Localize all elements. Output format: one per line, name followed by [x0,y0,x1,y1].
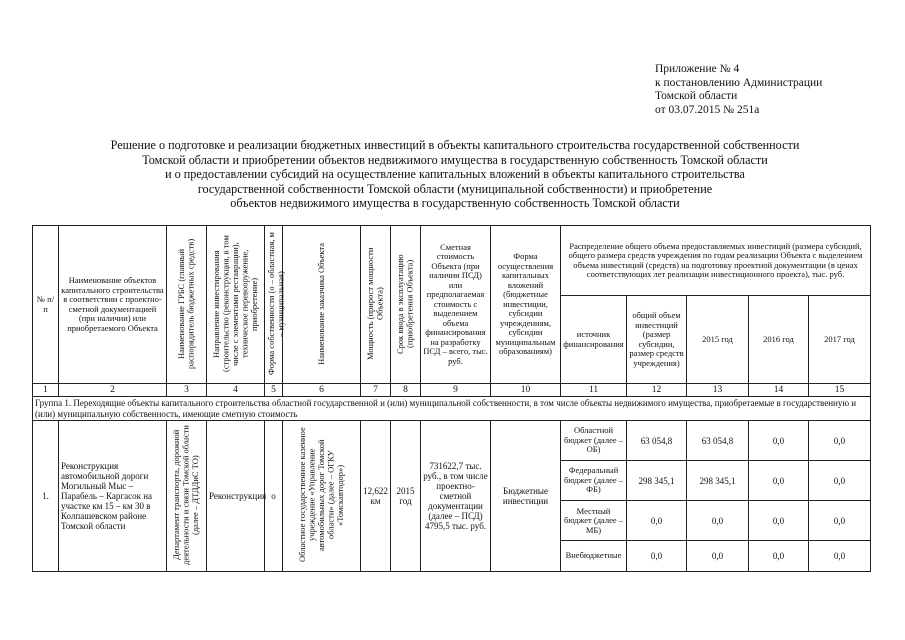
group-title: Группа 1. Переходящие объекты капитального строительства областной государственной и (или) муниципальной собственности, в том числе объекты недвижимого имущества, приобретаемые в государственную и (или) муниципальную собственность, имеющие сметную стоимость [33,397,871,421]
column-number: 5 [265,384,283,397]
header-text-customer: Наименование заказчика Объекта [315,242,326,365]
header-cell-2015: 2015 год [687,296,749,384]
document-title [40,138,870,211]
header-cell-grbs [167,226,207,384]
title-line: и о предоставлении субсидий на осуществление капитальных вложений в объекты капитального строительства [165,167,745,182]
group-row [33,397,871,421]
grbs-cell [167,421,207,572]
header-cell-total: общий объем инвестиций (размер субсидии, размер средств учреждения) [627,296,687,384]
header-cell-deadline [391,226,421,384]
appendix-block [655,63,895,117]
source-name: Федеральный бюджет (далее – ФБ) [561,461,627,501]
appendix-line: Томской области [655,90,738,102]
source-2017: 0,0 [809,421,871,461]
source-2015: 0,0 [687,541,749,572]
title-line: государственной собственности Томской области (муниципальной собственности) и приобретение [197,181,713,196]
appendix-line: к постановлению Администрации [655,76,823,89]
row-number: 1. [33,421,59,572]
object-name: Реконструкция автомобильной дороги Могильный Мыс – Парабель – Каргасок на участке км 15 – км 30 в Колпашевском районе Томской области [59,421,167,572]
source-2015: 298 345,1 [687,461,749,501]
header-text-deadline: Срок ввода в эксплуатацию (приобретения Объекта) [395,253,415,354]
header-cell-direction [207,226,265,384]
source-2016: 0,0 [749,461,809,501]
direction-cell: Реконструкция [207,421,265,572]
column-number: 8 [391,384,421,397]
capacity-cell: 12,622 км [361,421,391,572]
appendix-line: Приложение № 4 [655,63,740,75]
grbs-text: Департамент транспорта, дорожной деятельности и связи Томской области (далее – ДТДДиС ТО) [171,425,201,565]
source-2017: 0,0 [809,461,871,501]
source-total: 63 054,8 [627,421,687,461]
source-2015: 0,0 [687,501,749,541]
header-cell-2016: 2016 год [749,296,809,384]
title-line: Томской области и приобретении объектов недвижимого имущества в государственную собственность Томской области [142,152,768,167]
column-number: 7 [361,384,391,397]
column-number: 3 [167,384,207,397]
column-number: 14 [749,384,809,397]
header-cell-num: № п/п [33,226,59,384]
source-total: 0,0 [627,501,687,541]
source-total: 298 345,1 [627,461,687,501]
header-text-ownership: Форма собственности (о – областная, м – муниципальная) [266,232,286,375]
form-cell: Бюджетные инвестиции [491,421,561,572]
source-name: Внебюджетные [561,541,627,572]
header-text-direction: Направление инвестирования (строительство (реконструкция, в том числе с элементами реставрации), техническое перевооружение, приобретение) [210,235,259,372]
column-number: 9 [421,384,491,397]
column-number: 4 [207,384,265,397]
column-number: 6 [283,384,361,397]
header-cell-distribution: Распределение общего объема предоставляемых инвестиций (размера субсидий, общего размера средств учреждения по годам реализации Объекта с выделением объема инвестиций (средств) на подготовку проектной документации (в ценах соответствующих лет реализации инвестиционного проекта), тыс. руб. [561,226,871,296]
column-number: 10 [491,384,561,397]
source-name: Областной бюджет (далее – ОБ) [561,421,627,461]
appendix-line: от 03.07.2015 № 251а [655,103,760,116]
title-line: объектов недвижимого имущества в государственную собственность Томской области [230,196,680,211]
source-2015: 63 054,8 [687,421,749,461]
customer-text: Областное государственное казенное учреждение «Управление автомобильных дорог Томской области» (далее – ОГКУ «Томскавтодор») [296,427,345,563]
header-text-grbs: Наименование ГРБС (главный распорядитель бюджетных средств) [176,238,196,369]
header-cell-2017: 2017 год [809,296,871,384]
investment-table [32,225,871,572]
column-number: 2 [59,384,167,397]
column-number: 11 [561,384,627,397]
deadline-cell: 2015 год [391,421,421,572]
source-2016: 0,0 [749,421,809,461]
source-2016: 0,0 [749,541,809,572]
column-number-row [33,384,871,397]
column-number: 13 [687,384,749,397]
source-2017: 0,0 [809,501,871,541]
source-2016: 0,0 [749,501,809,541]
source-total: 0,0 [627,541,687,572]
source-2017: 0,0 [809,541,871,572]
column-number: 15 [809,384,871,397]
cost-cell: 731622,7 тыс. руб., в том числе проектно-сметной документации (далее – ПСД) 4795,5 тыс. руб. [421,421,491,572]
table-row [33,421,871,461]
header-cell-form: Форма осуществления капитальных вложений (бюджетные инвестиции, субсидии учреждениям, субсидии муниципальным образованиям) [491,226,561,384]
header-cell-ownership [265,226,286,384]
ownership-cell: о [265,421,283,572]
source-name: Местный бюджет (далее – МБ) [561,501,627,541]
header-cell-capacity [361,226,391,384]
header-cell-customer [283,226,361,384]
column-number: 12 [627,384,687,397]
column-number: 1 [33,384,59,397]
customer-cell [283,421,361,572]
header-text-capacity: Мощность (прирост мощности Объекта) [365,247,385,360]
header-cell-object-name: Наименование объектов капитального строительства в соответствии с проектно-сметной документацией (при наличии) или приобретаемого Объекта [59,226,167,384]
header-cell-cost: Сметная стоимость Объекта (при наличии ПСД) или предполагаемая стоимость с выделением объема финансирования на разработку ПСД – всего, тыс. руб. [421,226,491,384]
header-cell-source: источник финансирования [561,296,627,384]
header-row [33,226,871,296]
title-line: Решение о подготовке и реализации бюджетных инвестиций в объекты капитального строительства государственной собственности [110,138,800,152]
